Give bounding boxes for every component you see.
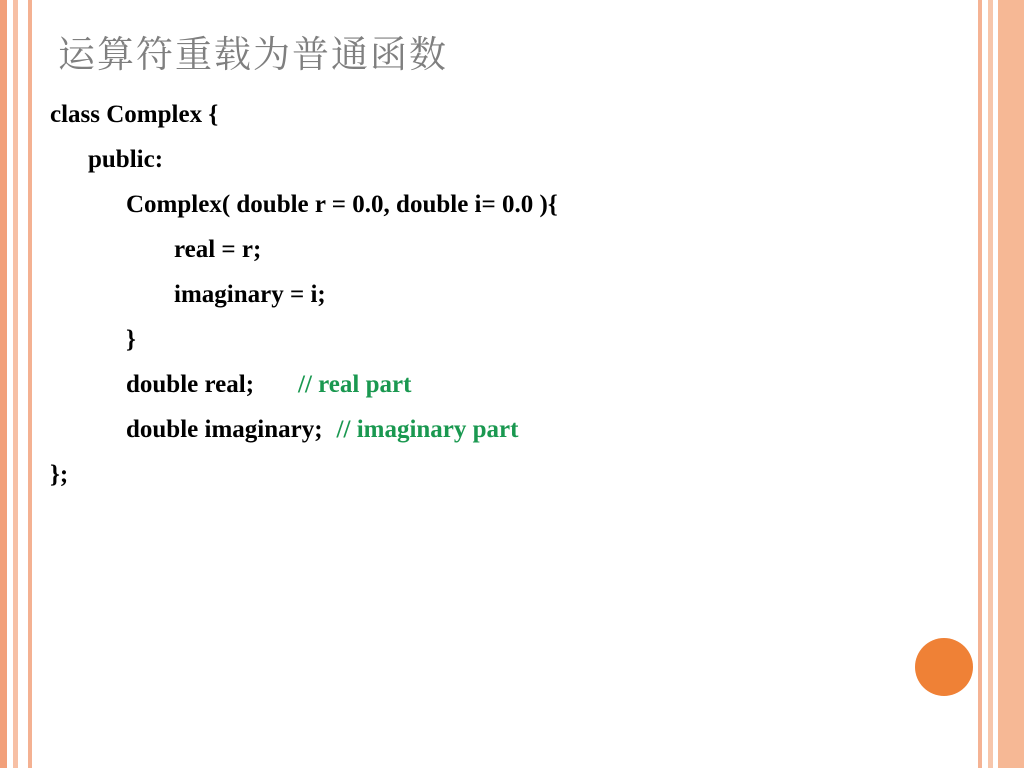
code-line — [50, 317, 950, 362]
left-stripe-1 — [0, 0, 7, 768]
code-line — [50, 452, 950, 497]
code-text: double imaginary; — [126, 416, 323, 443]
code-text: class Complex { — [50, 101, 219, 128]
code-text: Complex( double r = 0.0, double i= 0.0 ){ — [126, 191, 558, 218]
code-line — [50, 362, 950, 407]
orange-circle-decoration — [915, 638, 973, 696]
code-line — [50, 227, 950, 272]
left-stripe-5 — [28, 0, 32, 768]
code-line — [50, 272, 950, 317]
code-comment: // imaginary part — [336, 416, 519, 443]
left-stripe-4 — [18, 0, 28, 768]
code-line — [50, 407, 950, 452]
code-text: double real; — [126, 371, 255, 398]
code-block — [50, 92, 950, 497]
code-line — [50, 92, 950, 137]
code-text: real = r; — [174, 236, 262, 263]
code-text: imaginary = i; — [174, 281, 326, 308]
slide-title: 运算符重载为普通函数 — [58, 35, 448, 76]
code-text: }; — [50, 461, 69, 488]
code-line — [50, 182, 950, 227]
code-text: } — [126, 326, 136, 353]
right-stripe-5 — [998, 0, 1024, 768]
code-text: public: — [88, 146, 164, 173]
code-comment: // real part — [298, 371, 412, 398]
code-line — [50, 137, 950, 182]
